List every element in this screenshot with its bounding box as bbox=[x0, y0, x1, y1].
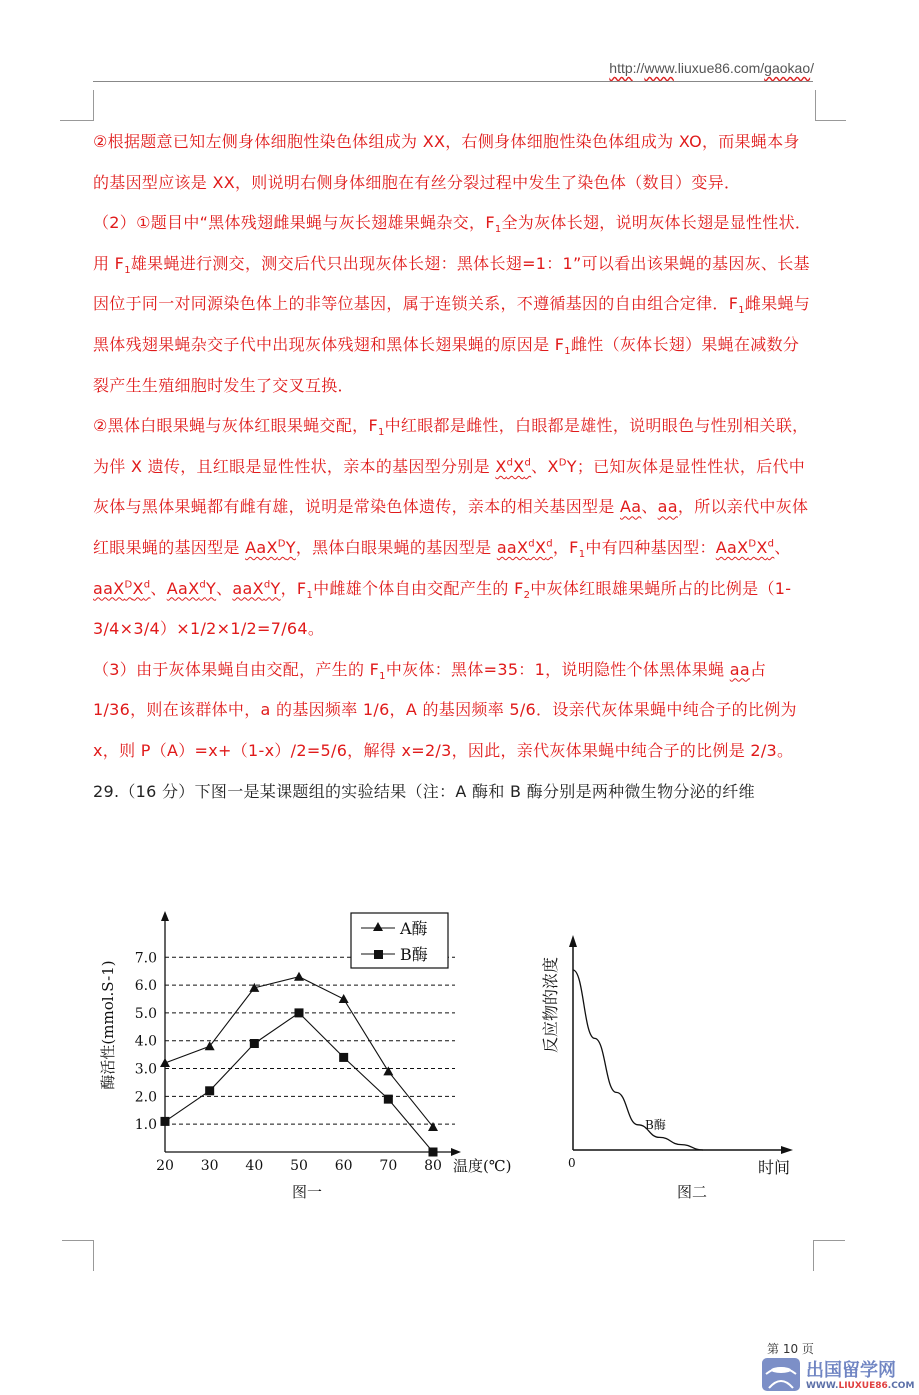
crop-mark-bottom-right bbox=[813, 1240, 845, 1271]
data-point-b-enzyme bbox=[339, 1053, 348, 1062]
svg-text:WWW.LIUXUE86.COM bbox=[806, 1381, 914, 1391]
y-axis-label: 反应物的浓度 bbox=[541, 956, 560, 1054]
x-axis-label: 时间 bbox=[758, 1158, 791, 1177]
y-tick-label: 5.0 bbox=[134, 1005, 157, 1022]
logo-url-brand: LIUXUE86 bbox=[838, 1381, 888, 1391]
data-point-a-enzyme bbox=[160, 1058, 170, 1067]
logo-url-suffix: .COM bbox=[887, 1381, 915, 1391]
data-point-a-enzyme bbox=[294, 972, 304, 981]
crop-mark-bottom-left bbox=[62, 1240, 94, 1271]
data-point-b-enzyme bbox=[384, 1095, 393, 1104]
data-point-b-enzyme bbox=[250, 1039, 259, 1048]
y-axis-arrow bbox=[569, 935, 577, 947]
chart-legend bbox=[351, 913, 448, 968]
y-tick-label: 7.0 bbox=[134, 950, 157, 967]
x-tick-label: 30 bbox=[200, 1158, 219, 1174]
y-tick-label: 4.0 bbox=[134, 1033, 157, 1050]
figure-2-chart bbox=[520, 905, 820, 1210]
x-tick-label: 60 bbox=[334, 1158, 353, 1174]
x-tick-label: 70 bbox=[379, 1158, 398, 1174]
data-point-a-enzyme bbox=[205, 1041, 215, 1050]
header-rule bbox=[93, 81, 813, 82]
data-point-a-enzyme bbox=[383, 1066, 393, 1075]
logo-url-prefix: WWW. bbox=[806, 1381, 839, 1391]
legend-square-marker bbox=[374, 950, 383, 959]
data-point-b-enzyme bbox=[295, 1008, 304, 1017]
data-point-b-enzyme bbox=[429, 1148, 438, 1157]
paragraph-3: ②黑体白眼果蝇与灰体红眼果蝇交配，$F_1$中红眼都是雌性，白眼都是雄性，说明眼色与性别相关联，为伴 X 遗传，且红眼是显性性状，亲本的基因型分别是 $X^dX^d$、$X^DY$；已知灰体是显性性状，后代中灰体与黑体果蝇都有雌有雄，说明是常染色体遗传，亲本的相关基因型是 Aa、aa，所以亲代中灰体红眼果蝇的基因型是 AaX$^D$Y，黑体白眼果蝇的基因型是 $aaX^dX^d$，$F_1$中有四种基因型：$AaX^DX^d$、$aaX^DX^d$、AaX$^d$Y、aaX$^d$Y，$F_1$中雌雄个体自由交配产生的 $F_2$中灰体红眼雄果蝇所占的比例是（1-3/4×3/4）×1/2×1/2=7/64。 bbox=[93, 416, 809, 639]
x-tick-label: 20 bbox=[156, 1158, 174, 1174]
data-point-b-enzyme bbox=[205, 1086, 214, 1095]
data-point-a-enzyme bbox=[339, 994, 349, 1003]
x-axis-arrow bbox=[781, 1146, 793, 1154]
figure-1-caption: 图一 bbox=[291, 1183, 323, 1201]
page-number: 第 10 页 bbox=[767, 1342, 814, 1356]
legend-label-b: B酶 bbox=[400, 945, 428, 964]
paragraph-1: ②根据题意已知左侧身体细胞性染色体组成为 XX，右侧身体细胞性染色体组成为 XO，而果蝇本身的基因型应该是 XX，则说明右侧身体细胞在有丝分裂过程中发生了染色体（数目）变异． bbox=[93, 132, 800, 192]
y-axis-label: 酶活性(mmol.S-1) bbox=[99, 960, 117, 1090]
figure-1-chart bbox=[95, 905, 545, 1210]
logo-title: 出国留学网 bbox=[806, 1360, 896, 1381]
b-enzyme-curve bbox=[573, 970, 703, 1150]
globe-icon bbox=[762, 1358, 800, 1391]
y-axis-arrow bbox=[161, 911, 169, 921]
y-tick-label: 6.0 bbox=[134, 978, 157, 995]
crop-mark-top-left bbox=[60, 90, 94, 121]
crop-mark-top-right bbox=[815, 90, 846, 121]
header-url[interactable]: http://www.liuxue86.com/gaokao/ bbox=[609, 60, 814, 76]
curve-annotation: B酶 bbox=[645, 1118, 666, 1132]
series-line-b-enzyme bbox=[165, 1013, 433, 1152]
question-29: 29.（16 分）下图一是某课题组的实验结果（注：A 酶和 B 酶分别是两种微生物分泌的纤维 bbox=[93, 781, 755, 801]
y-tick-label: 2.0 bbox=[134, 1089, 157, 1106]
document-body bbox=[93, 122, 815, 812]
x-axis-arrow bbox=[451, 1148, 461, 1156]
y-tick-label: 1.0 bbox=[134, 1117, 157, 1134]
site-watermark-logo[interactable] bbox=[760, 1352, 919, 1391]
paragraph-4: （3）由于灰体果蝇自由交配，产生的 $F_1$中灰体：黑体=35：1，说明隐性个体黑体果蝇 aa占 1/36，则在该群体中，a 的基因频率 1/6，A 的基因频率 5/6．设亲代灰体果蝇中纯合子的比例为 x，则 P（A）=x+（1-x）/2=5/6，解得 x=2/3，因此，亲代灰体果蝇中纯合子的比例是 2/3。 bbox=[93, 659, 797, 760]
paragraph-2: （2）①题目中“黑体残翅雌果蝇与灰长翅雄果蝇杂交，$F_1$全为灰体长翅，说明灰体长翅是显性性状．用 $F_1$雄果蝇进行测交，测交后代只出现灰体长翅：黑体长翅=1：1”可以看出该果蝇的基因灰、长基因位于同一对同源染色体上的非等位基因，属于连锁关系，不遵循基因的自由组合定律．$F_1$雌果蝇与黑体残翅果蝇杂交子代中出现灰体残翅和黑体长翅果蝇的原因是 $F_1$雌性（灰体长翅）果蝇在减数分裂产生生殖细胞时发生了交叉互换． bbox=[93, 213, 812, 395]
y-tick-label: 3.0 bbox=[134, 1061, 157, 1078]
x-tick-label: 80 bbox=[424, 1158, 442, 1174]
x-tick-label: 40 bbox=[245, 1158, 264, 1174]
x-axis-label: 温度(℃) bbox=[453, 1157, 512, 1175]
figure-2-caption: 图二 bbox=[676, 1183, 708, 1201]
data-point-b-enzyme bbox=[161, 1117, 170, 1126]
legend-label-a: A酶 bbox=[400, 919, 428, 938]
x-tick-label: 50 bbox=[290, 1158, 308, 1174]
origin-label: 0 bbox=[568, 1156, 576, 1170]
